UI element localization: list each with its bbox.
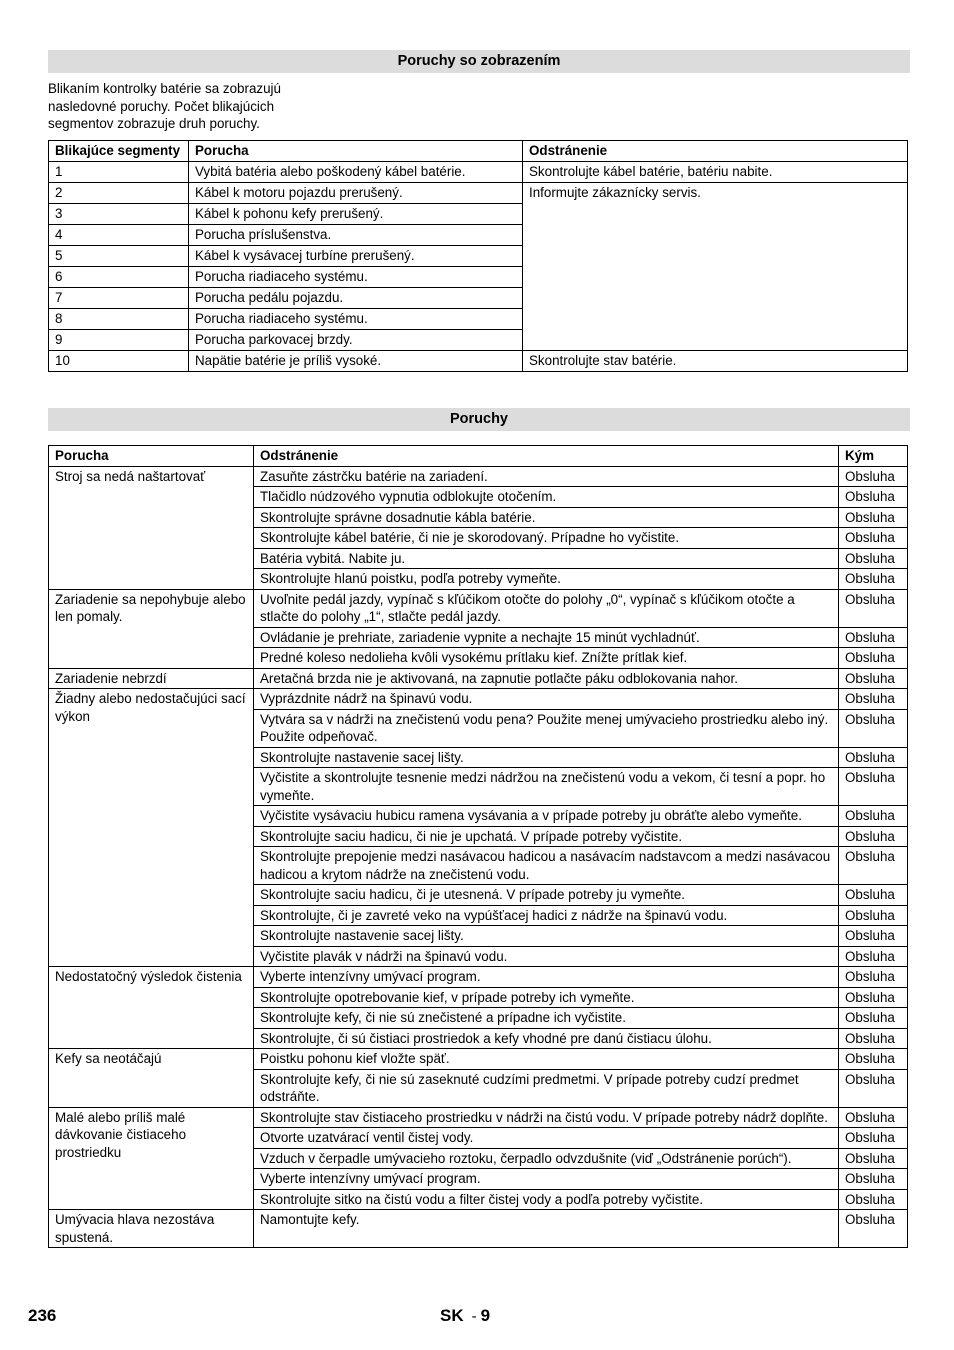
fault-cell: Kefy sa neotáčajú: [49, 1049, 254, 1108]
language-code: SK: [440, 1306, 464, 1325]
who-cell: Obsluha: [839, 1210, 908, 1248]
who-cell: Obsluha: [839, 668, 908, 689]
remedy-cell: Otvorte uzatvárací ventil čistej vody.: [254, 1128, 839, 1149]
segments-cell: 6: [49, 266, 189, 287]
table-header-row: [49, 141, 908, 162]
remedy-cell: Informujte zákaznícky servis.: [523, 182, 908, 350]
who-cell: Obsluha: [839, 487, 908, 508]
who-cell: Obsluha: [839, 466, 908, 487]
who-cell: Obsluha: [839, 1069, 908, 1107]
who-cell: Obsluha: [839, 987, 908, 1008]
table-row: [49, 967, 908, 988]
header-remedy: Odstránenie: [254, 446, 839, 467]
remedy-cell: Skontrolujte, či je zavreté veko na vypúšťacej hadici z nádrže na špinavú vodu.: [254, 905, 839, 926]
who-cell: Obsluha: [839, 747, 908, 768]
remedy-cell: Skontrolujte, či sú čistiaci prostriedok a kefy vhodné pre danú čistiacu úlohu.: [254, 1028, 839, 1049]
who-cell: Obsluha: [839, 905, 908, 926]
remedy-cell: Tlačidlo núdzového vypnutia odblokujte otočením.: [254, 487, 839, 508]
who-cell: Obsluha: [839, 946, 908, 967]
fault-cell: Vybitá batéria alebo poškodený kábel batérie.: [189, 161, 523, 182]
who-cell: Obsluha: [839, 1049, 908, 1070]
intro-text: Blikaním kontrolky batérie sa zobrazujú nasledovné poruchy. Počet blikajúcich segmentov zobrazuje druh poruchy.: [48, 81, 281, 131]
remedy-cell: Poistku pohonu kief vložte späť.: [254, 1049, 839, 1070]
remedy-cell: Ovládanie je prehriate, zariadenie vypnite a nechajte 15 minút vychladnúť.: [254, 627, 839, 648]
who-cell: Obsluha: [839, 569, 908, 590]
remedy-cell: Vyberte intenzívny umývací program.: [254, 1169, 839, 1190]
table-row: [49, 350, 908, 371]
remedy-cell: Skontrolujte nastavenie sacej lišty.: [254, 926, 839, 947]
table-header-row: [49, 446, 908, 467]
remedy-cell: Skontrolujte saciu hadicu, či je utesnená. V prípade potreby ju vymeňte.: [254, 885, 839, 906]
who-cell: Obsluha: [839, 1169, 908, 1190]
who-cell: Obsluha: [839, 885, 908, 906]
who-cell: Obsluha: [839, 709, 908, 747]
fault-cell: Zariadenie sa nepohybuje alebo len pomaly.: [49, 589, 254, 668]
table-row: [49, 589, 908, 627]
segments-cell: 2: [49, 182, 189, 203]
remedy-cell: Skontrolujte kábel batérie, či nie je skorodovaný. Prípadne ho vyčistite.: [254, 528, 839, 549]
fault-cell: Porucha pedálu pojazdu.: [189, 287, 523, 308]
footer-dash: -: [471, 1308, 477, 1325]
remedy-cell: Skontrolujte kábel batérie, batériu nabite.: [523, 161, 908, 182]
who-cell: Obsluha: [839, 1128, 908, 1149]
remedy-cell: Vytvára sa v nádrži na znečistenú vodu pena? Použite menej umývacieho prostriedku alebo iný. Použite odpeňovač.: [254, 709, 839, 747]
who-cell: Obsluha: [839, 1148, 908, 1169]
fault-cell: Porucha riadiaceho systému.: [189, 308, 523, 329]
segments-cell: 1: [49, 161, 189, 182]
remedy-cell: Uvoľnite pedál jazdy, vypínač s kľúčikom otočte do polohy „0“, vypínač s kľúčikom otočte a stlačte do polohy „1“, stlačte pedál jazdy.: [254, 589, 839, 627]
remedy-cell: Skontrolujte nastavenie sacej lišty.: [254, 747, 839, 768]
who-cell: Obsluha: [839, 507, 908, 528]
display-faults-table: [48, 140, 908, 372]
header-remedy: Odstránenie: [523, 141, 908, 162]
remedy-cell: Aretačná brzda nie je aktivovaná, na zapnutie potlačte páku odblokovania nahor.: [254, 668, 839, 689]
table-row: [49, 182, 908, 203]
remedy-cell: Namontujte kefy.: [254, 1210, 839, 1248]
remedy-cell: Skontrolujte stav batérie.: [523, 350, 908, 371]
who-cell: Obsluha: [839, 548, 908, 569]
segments-cell: 4: [49, 224, 189, 245]
who-cell: Obsluha: [839, 847, 908, 885]
segments-cell: 9: [49, 329, 189, 350]
table-row: [49, 689, 908, 710]
remedy-cell: Vzduch v čerpadle umývacieho roztoku, čerpadlo odvzdušnite (viď „Odstránenie porúch“).: [254, 1148, 839, 1169]
header-fault: Porucha: [49, 446, 254, 467]
fault-cell: Napätie batérie je príliš vysoké.: [189, 350, 523, 371]
remedy-cell: Skontrolujte kefy, či nie sú znečistené a prípadne ich vyčistite.: [254, 1008, 839, 1029]
segments-cell: 7: [49, 287, 189, 308]
table-row: [49, 1107, 908, 1128]
who-cell: Obsluha: [839, 1107, 908, 1128]
who-cell: Obsluha: [839, 1028, 908, 1049]
who-cell: Obsluha: [839, 1008, 908, 1029]
remedy-cell: Vyčistite a skontrolujte tesnenie medzi nádržou na znečistenú vodu a vekom, či tesní a popr. ho vymeňte.: [254, 768, 839, 806]
who-cell: Obsluha: [839, 826, 908, 847]
header-fault: Porucha: [189, 141, 523, 162]
who-cell: Obsluha: [839, 768, 908, 806]
segments-cell: 3: [49, 203, 189, 224]
segments-cell: 5: [49, 245, 189, 266]
fault-cell: Nedostatočný výsledok čistenia: [49, 967, 254, 1049]
faults-table: [48, 445, 908, 1248]
table-row: [49, 668, 908, 689]
fault-cell: Žiadny alebo nedostačujúci sací výkon: [49, 689, 254, 967]
who-cell: Obsluha: [839, 1189, 908, 1210]
fault-cell: Porucha parkovacej brzdy.: [189, 329, 523, 350]
table-row: [49, 466, 908, 487]
table-row: [49, 161, 908, 182]
who-cell: Obsluha: [839, 689, 908, 710]
remedy-cell: Zasuňte zástrčku batérie na zariadení.: [254, 466, 839, 487]
remedy-cell: Vyberte intenzívny umývací program.: [254, 967, 839, 988]
section-heading-faults-with-display: Poruchy so zobrazením: [48, 50, 910, 73]
fault-cell: Porucha riadiaceho systému.: [189, 266, 523, 287]
fault-cell: Zariadenie nebrzdí: [49, 668, 254, 689]
fault-cell: Kábel k vysávacej turbíne prerušený.: [189, 245, 523, 266]
fault-cell: Kábel k motoru pojazdu prerušený.: [189, 182, 523, 203]
who-cell: Obsluha: [839, 967, 908, 988]
remedy-cell: Skontrolujte sitko na čistú vodu a filter čistej vody a podľa potreby vyčistite.: [254, 1189, 839, 1210]
segments-cell: 10: [49, 350, 189, 371]
remedy-cell: Skontrolujte správne dosadnutie kábla batérie.: [254, 507, 839, 528]
fault-cell: Umývacia hlava nezostáva spustená.: [49, 1210, 254, 1248]
remedy-cell: Vyčistite vysávaciu hubicu ramena vysávania a v prípade potreby ju obráťte alebo vymeňte.: [254, 806, 839, 827]
header-segments: Blikajúce segmenty: [49, 141, 189, 162]
section-page-number: 9: [480, 1306, 491, 1325]
segments-cell: 8: [49, 308, 189, 329]
remedy-cell: Skontrolujte saciu hadicu, či nie je upchatá. V prípade potreby vyčistite.: [254, 826, 839, 847]
header-who: Kým: [839, 446, 908, 467]
who-cell: Obsluha: [839, 806, 908, 827]
who-cell: Obsluha: [839, 528, 908, 549]
footer-section-label: [440, 1307, 490, 1326]
who-cell: Obsluha: [839, 589, 908, 627]
table-row: [49, 1049, 908, 1070]
remedy-cell: Skontrolujte stav čistiaceho prostriedku v nádrži na čistú vodu. V prípade potreby nádrž doplňte.: [254, 1107, 839, 1128]
remedy-cell: Batéria vybitá. Nabite ju.: [254, 548, 839, 569]
who-cell: Obsluha: [839, 648, 908, 669]
remedy-cell: Vyprázdnite nádrž na špinavú vodu.: [254, 689, 839, 710]
page-number: 236: [28, 1306, 57, 1325]
remedy-cell: Predné koleso nedolieha kvôli vysokému prítlaku kief. Znížte prítlak kief.: [254, 648, 839, 669]
remedy-cell: Skontrolujte hlanú poistku, podľa potreby vymeňte.: [254, 569, 839, 590]
section-heading-faults: Poruchy: [48, 408, 910, 431]
fault-cell: Stroj sa nedá naštartovať: [49, 466, 254, 589]
who-cell: Obsluha: [839, 627, 908, 648]
remedy-cell: Skontrolujte kefy, či nie sú zaseknuté cudzími predmetmi. V prípade potreby cudzí predmet odstráňte.: [254, 1069, 839, 1107]
remedy-cell: Skontrolujte prepojenie medzi nasávacou hadicou a nasávacím nadstavcom a medzi nasávacou hadicou a krytom nádrže na znečistenú vodu.: [254, 847, 839, 885]
table-row: [49, 1210, 908, 1248]
fault-cell: Kábel k pohonu kefy prerušený.: [189, 203, 523, 224]
fault-cell: Malé alebo príliš malé dávkovanie čistiaceho prostriedku: [49, 1107, 254, 1210]
who-cell: Obsluha: [839, 926, 908, 947]
remedy-cell: Vyčistite plavák v nádrži na špinavú vodu.: [254, 946, 839, 967]
remedy-cell: Skontrolujte opotrebovanie kief, v prípade potreby ich vymeňte.: [254, 987, 839, 1008]
fault-cell: Porucha príslušenstva.: [189, 224, 523, 245]
